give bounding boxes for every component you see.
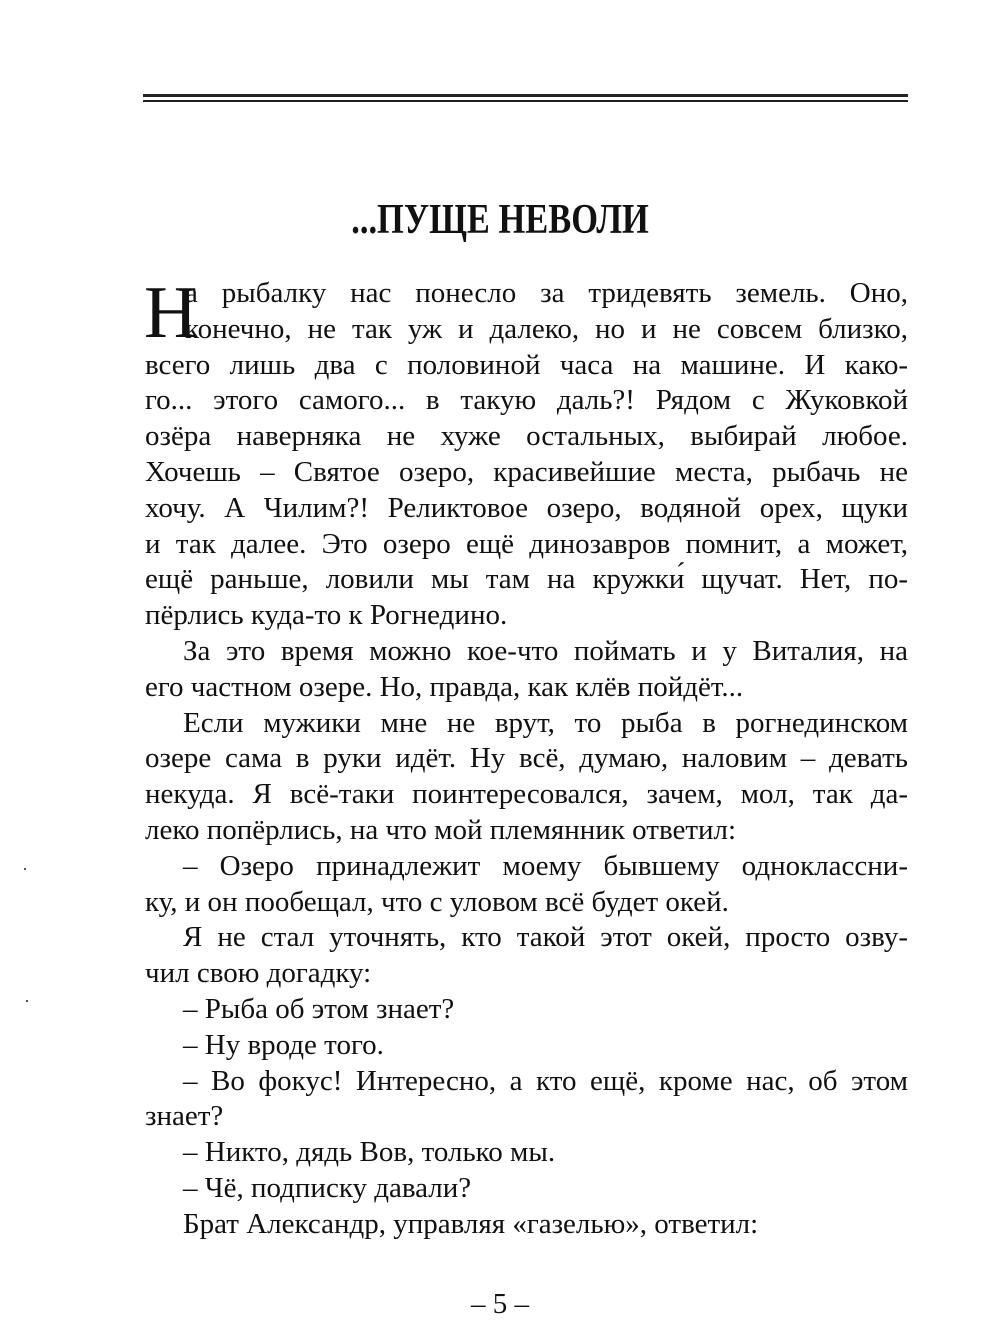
text-line: леко попёрлись, на что мой племянник ответил: <box>145 813 737 846</box>
text-line: Хочешь – Святое озеро, красивейшие места, рыбачь не <box>145 455 908 488</box>
text-line: – Чё, подписку давали? <box>183 1171 472 1204</box>
text-line: его частном озере. Но, правда, как клёв пойдёт... <box>145 670 744 703</box>
text-line: Если мужики мне не врут, то рыба в рогнединском <box>183 706 908 739</box>
text-line: чил свою догадку: <box>145 957 372 990</box>
scan-speck <box>26 1000 28 1002</box>
text-line: пёрлись куда-то к Рогнедино. <box>145 599 508 632</box>
text-line: – Рыба об этом знает? <box>183 992 455 1025</box>
text-line: – Во фокус! Интересно, а кто ещё, кроме нас, об этом <box>183 1064 908 1097</box>
text-line: конечно, не так уж и далеко, но и не совсем близко, <box>185 312 908 345</box>
page-number: – 5 – <box>471 1288 529 1320</box>
text-line: Брат Александр, управляя «газелью», ответил: <box>183 1207 759 1240</box>
text-line: ещё раньше, ловили мы там на кружки́ щучат. Нет, по- <box>145 563 908 596</box>
text-line: Я не стал уточнять, кто такой этот окей, просто озву- <box>183 921 908 954</box>
text-line: а рыбалку нас понесло за тридевять земель. Оно, <box>185 277 908 309</box>
drop-cap: Н <box>144 272 198 354</box>
text-line: и так далее. Это озеро ещё динозавров помнит, а может, <box>145 527 908 560</box>
scan-speck <box>24 868 26 870</box>
text-line: некуда. Я всё-таки поинтересовался, зачем, мол, так да- <box>145 778 908 811</box>
text-line: хочу. А Чилим?! Реликтовое озеро, водяной орех, щуки <box>145 491 908 524</box>
text-line: – Ну вроде того. <box>183 1028 384 1061</box>
chapter-title: ...ПУЩЕ НЕВОЛИ <box>351 197 649 243</box>
text-line: За это время можно кое-что поймать и у Виталия, на <box>183 634 908 667</box>
text-line: озёра наверняка не хуже остальных, выбирай любое. <box>145 420 908 453</box>
header-rule-bottom <box>143 100 908 102</box>
text-line: озере сама в руки идёт. Ну всё, думаю, наловим – девать <box>145 742 908 775</box>
text-line: всего лишь два с половиной часа на машине. И како- <box>145 348 908 381</box>
text-line: знает? <box>145 1100 224 1133</box>
text-line: го... этого самого... в такую даль?! Рядом с Жуковкой <box>145 384 908 417</box>
text-line: – Никто, дядь Вов, только мы. <box>183 1136 556 1169</box>
body-text <box>144 272 908 1243</box>
header-rule-top <box>143 94 908 97</box>
text-line: – Озеро принадлежит моему бывшему одноклассни- <box>183 849 908 882</box>
text-line: ку, и он пообещал, что с уловом всё будет окей. <box>145 885 729 918</box>
